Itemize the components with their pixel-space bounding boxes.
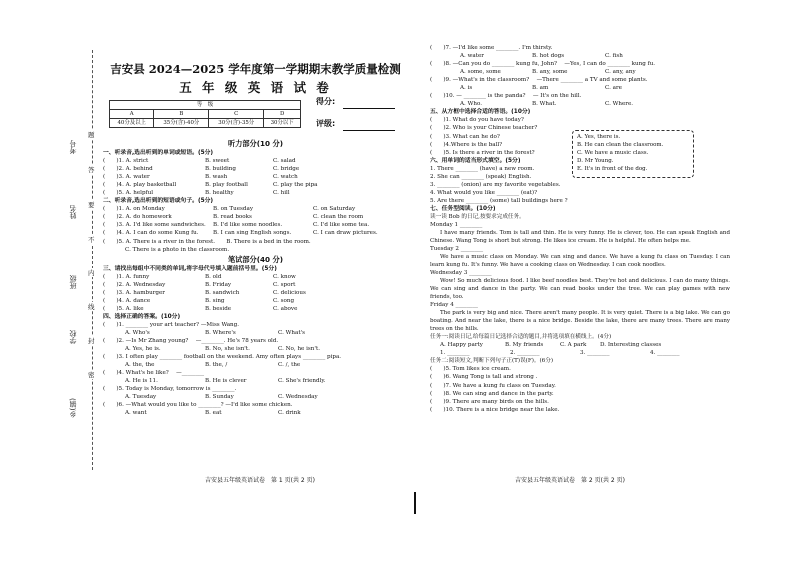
question-text: 4. What would you like ________ (eat)? (430, 189, 538, 196)
question-text: ( )1. ________ your art teacher? —Miss Wang. (103, 321, 240, 328)
answer-option: E. It's in front of the dog. (577, 166, 648, 172)
question-option: C. I can draw pictures. (313, 230, 378, 237)
question-text: ( )1. What do you have today? (430, 117, 524, 124)
seal-mark: 线 (88, 303, 95, 311)
question-option: C. There is a photo in the classroom. (125, 246, 230, 253)
question-option: A. Who. (460, 101, 482, 108)
question-option: A. is (460, 85, 473, 92)
task-option: A. Happy party (440, 342, 483, 349)
question-row (103, 238, 408, 246)
task-text: 任务一:阅读日记,给每篇日记选择合适的题目,并将选项填在横线上。(4分) (430, 334, 612, 341)
question-option: A. Yes, he is. (125, 346, 161, 353)
question-text: ( )1. A. strict (103, 158, 149, 165)
rating-field[interactable] (343, 130, 395, 131)
question-option: B. What. (532, 101, 557, 108)
question-row (103, 401, 408, 409)
question-row (103, 221, 408, 229)
question-text: ( )4. What's he like? —________ (103, 370, 205, 377)
question-row (430, 44, 730, 52)
question-option: C. sport (273, 281, 296, 288)
question-text: ( )2. A. Wednesday (103, 281, 166, 288)
question-row (430, 173, 730, 181)
question-option: C. play the pipa (273, 182, 318, 189)
question-row (103, 345, 408, 353)
class-label: 班级 (69, 275, 77, 289)
answer-blank[interactable]: 3. ________ (580, 350, 610, 357)
question-row (430, 189, 730, 197)
question-option: B. sing (205, 297, 225, 304)
question-option: B. eat (205, 410, 222, 417)
school-label: 学校 (69, 330, 77, 344)
question-text: ( )7. —I'd like some ________. I'm thirsty. (430, 45, 553, 51)
page-divider (414, 492, 416, 514)
question-option: B. Sunday (205, 394, 234, 401)
grade-range: 40分及以上 (110, 119, 154, 128)
grade-range: 35分(含)-40分 (154, 119, 209, 128)
question-text: 2. She can ________ (speak) English. (430, 173, 532, 180)
diary-heading (430, 269, 730, 277)
answer-blank[interactable]: 1. ________ (440, 350, 470, 357)
question-row (103, 246, 408, 254)
question-text: ( )2. —Is Mr Zhang young? —________. He's 78 years old. (103, 338, 279, 345)
question-option: C. What's (278, 329, 305, 336)
question-row (103, 165, 408, 173)
question-text: ( )9. —What's in the classroom? —There ________ a TV and some plants. (430, 77, 648, 84)
answer-option: C. We have a music class. (577, 150, 649, 156)
question-row (103, 289, 408, 297)
exam-subtitle: 五 年 级 英 语 试 卷 (179, 80, 332, 95)
question-row (103, 157, 408, 165)
question-option: C. fish (605, 53, 623, 60)
question-row (430, 197, 730, 205)
question-option: C. drink (278, 410, 301, 417)
question-option: A. some, some (460, 69, 501, 76)
exam-number-label: 考号 (69, 140, 77, 154)
score-field[interactable] (343, 108, 395, 109)
grade-table (109, 100, 301, 128)
question-option: C. watch (273, 174, 298, 181)
question-row (103, 189, 408, 197)
question-text: ( )8. We can sing and dance in the party. (430, 390, 554, 397)
seal-mark: 内 (88, 269, 95, 277)
section-1-title: 一、听录音,选出听到的单词或短语。(5分) (103, 150, 214, 156)
diary-heading (430, 301, 730, 309)
answer-blank[interactable]: 2. ________ (510, 350, 540, 357)
diary-day: Friday 4 ________ (430, 302, 478, 309)
question-option: C. are (605, 85, 622, 92)
question-text: ( )3. What can he do? (430, 133, 500, 140)
question-row (430, 116, 730, 124)
question-option: B. beside (205, 305, 232, 312)
question-option: C. Where. (605, 101, 634, 108)
question-option: C. Wednesday (278, 394, 318, 401)
seal-mark: 封 (88, 337, 95, 345)
score-label: 得分: (316, 97, 336, 106)
diary-paragraph: I have many friends. Tom is tall and thin. He is very funny. He is clever, too. He can speak English and Chinese. Wang Tong is short but strong. He likes ice cream. He is helpful. He often helps me. (430, 230, 730, 245)
question-row (430, 52, 730, 60)
question-text: ( )5. A. There is a river in the forest. B. There is a bed in the room. (103, 238, 311, 245)
question-row (430, 181, 730, 189)
question-option: B. on Tuesday (213, 206, 254, 213)
question-text: ( )5. Is there a river in the forest? (430, 149, 535, 156)
question-row (103, 385, 408, 393)
question-text: ( )3. A. I'd like some sandwiches. (103, 222, 206, 229)
page-1-footer: 吉安县五年级英语试卷 第 1 页(共 2 页) (205, 477, 315, 484)
grade-col: A (110, 110, 154, 119)
question-row (103, 297, 408, 305)
question-row (430, 100, 730, 108)
question-option: B. play football (205, 182, 248, 189)
question-text: ( )5. Today is Monday, tomorrow is ________. (103, 386, 237, 393)
written-title: 笔试部分(40 分) (227, 254, 283, 264)
question-text: ( )5. Tom likes ice cream. (430, 366, 511, 373)
question-text: 1. There ________ (have) a new room. (430, 165, 535, 172)
question-text: ( )3. I often play ________ football on the weekend. Amy often plays ________ pipa. (103, 354, 342, 361)
question-row (103, 281, 408, 289)
question-text: ( )7. We have a kung fu class on Tuesday. (430, 382, 556, 389)
section-5-title: 五、从方框中选择合适的答语。(10分) (430, 109, 531, 116)
question-row (103, 361, 408, 369)
question-option: B. I'd like some noodles. (213, 222, 283, 229)
question-option: B. wash (205, 174, 228, 181)
question-row (430, 76, 730, 84)
diary-day: Tuesday 2 ________ (430, 246, 484, 253)
question-text: 3. ________ (onion) are my favorite vegetables. (430, 181, 561, 188)
question-text: ( )9. There are many birds on the hills. (430, 398, 549, 405)
diary-day: Monday 1 ________ (430, 222, 483, 229)
question-text: ( )6. Wang Tong is tall and strong . (430, 374, 538, 381)
question-option: B. hot dogs (532, 53, 565, 60)
question-option: A. the, the (125, 362, 155, 369)
question-row (103, 369, 408, 377)
question-option: C. song (273, 297, 295, 304)
task-1-title (430, 333, 730, 341)
grade-area (103, 97, 408, 138)
binding-dashed-line (92, 50, 93, 470)
question-text: ( )2. A. do homework (103, 214, 172, 221)
question-option: C. bridge (273, 166, 300, 173)
question-text: ( )3. A. hamburger (103, 289, 165, 296)
question-option: B. am (532, 85, 549, 92)
question-option: B. I can sing English songs. (213, 230, 292, 237)
binding-margin (0, 0, 100, 562)
question-row (103, 393, 408, 401)
question-option: B. healthy (205, 190, 234, 197)
question-text: ( )2. Who is your Chinese teacher? (430, 125, 538, 132)
seal-mark: 要 (88, 201, 95, 209)
question-option: C. clean the room (313, 214, 364, 221)
answer-blank[interactable]: 4. ________ (650, 350, 680, 357)
diary-paragraph: Wow! So much delicious food. I like beef noodles best. They're hot and delicious. I can do many things. We can sing and dance in the party. We can read books under the tree. We can play games with new friends, too. (430, 278, 730, 301)
page-1 (103, 40, 408, 418)
task-option: C. A park (560, 342, 587, 349)
section-2-title: 二、听录音,选出听到的短语或句子。(5分) (103, 198, 214, 205)
question-option: B. sweet (205, 158, 230, 165)
question-row (430, 165, 730, 173)
question-option: C. /, the (278, 362, 301, 369)
answer-option: D. Mr Young. (577, 158, 614, 164)
question-row (430, 60, 730, 68)
grade-range: 30分(含)-35分 (209, 119, 264, 128)
question-row (103, 337, 408, 345)
question-row (103, 173, 408, 181)
question-text: ( )4. A. play basketball (103, 182, 177, 189)
question-option: A. He is 11. (125, 378, 158, 385)
grade-col: D (264, 110, 301, 119)
question-text: ( )4.Where is the ball? (430, 141, 503, 148)
question-option: A. want (125, 410, 147, 417)
question-text: ( )4. A. I can do some Kung fu. (103, 230, 199, 237)
question-text: ( )5. A. like (103, 305, 144, 312)
question-option: B. sandwich (205, 289, 240, 296)
page-2-footer: 吉安县五年级英语试卷 第 2 页(共 2 页) (515, 477, 625, 484)
question-text: 5. Are there ________ (some) tall buildings here ? (430, 197, 568, 204)
question-option: A. water (460, 53, 484, 60)
reading-intro (430, 213, 730, 221)
diary-paragraph: We have a music class on Monday. We can sing and dance. We have a kung fu class on Tuesday. I can learn kung fu. It's funny. We have a cooking class on Wednesday. I can cook noodles. (430, 254, 730, 269)
town-label: 乡(镇) (69, 398, 77, 418)
seal-mark: 密 (88, 371, 95, 379)
question-option: C. any, any (605, 69, 636, 76)
question-row (430, 398, 730, 406)
question-option: C. delicious (273, 289, 306, 296)
question-option: A. Tuesday (125, 394, 157, 401)
grade-col: C (209, 110, 264, 119)
diary-heading (430, 221, 730, 229)
question-row (103, 305, 408, 313)
task-text: 任务二:阅读短文,判断下列句子正(T)误(F)。(6分) (430, 358, 554, 365)
question-row (430, 406, 730, 414)
question-row (103, 321, 408, 329)
section-7-title: 七、任务型阅读。(10分) (430, 205, 496, 212)
question-option: C. No, he isn't. (278, 346, 320, 353)
question-text: ( )1. A. funny (103, 273, 150, 280)
task-2-title (430, 357, 730, 365)
question-row (103, 329, 408, 337)
question-option: B. any, some (532, 69, 568, 76)
diary-heading (430, 245, 730, 253)
question-text: ( )2. A. behind (103, 166, 153, 173)
question-option: B. Friday (205, 281, 232, 288)
question-text: ( )1. A. on Monday (103, 206, 165, 213)
question-text: ( )4. A. dance (103, 297, 151, 304)
question-option: C. on Saturday (313, 206, 356, 213)
diary-day: Wednesday 3 ________ (430, 270, 492, 277)
name-label: 姓名 (69, 205, 77, 219)
question-text: ( )3. A. water (103, 174, 150, 181)
question-option: C. salad (273, 158, 296, 165)
question-row (103, 229, 408, 237)
question-row (430, 92, 730, 100)
question-option: B. No, she isn't. (205, 346, 250, 353)
diary-paragraph: The park is very big and nice. There aren't many people. It is very quiet. There is a big lake. We can go boating. And near the lake, there is a nice bridge. Beside the lake, there are many trees. There are many trees on the hills. (430, 310, 730, 333)
page-2 (430, 44, 730, 414)
seal-mark: 答 (88, 166, 95, 174)
question-row (103, 181, 408, 189)
rating-label: 评级: (316, 119, 336, 128)
question-text: ( )10. There is a nice bridge near the lake. (430, 406, 560, 413)
question-option: C. know (273, 273, 296, 280)
question-option: B. Where's (205, 329, 236, 336)
exam-title: 吉安县 2024—2025 学年度第一学期期末教学质量检测 (110, 62, 401, 76)
answer-option: A. Yes, there is. (577, 134, 621, 140)
section-4-title: 四、选择正确的答案。(10分) (103, 313, 181, 320)
answer-option: B. He can clean the classroom. (577, 142, 664, 148)
seal-mark: 题 (88, 131, 95, 139)
question-text: ( )5. A. helpful (103, 190, 154, 197)
question-text: ( )8. —Can you do ________ kung fu, John? —Yes, I can do ________ kung fu. (430, 61, 656, 68)
task-1-blanks (430, 349, 730, 357)
question-option: A. Who's (125, 329, 150, 336)
question-row (103, 377, 408, 385)
question-row (103, 213, 408, 221)
question-option: C. hill (273, 190, 290, 197)
question-option: B. read books (213, 214, 252, 221)
question-row (103, 409, 408, 417)
grade-heading: 等 级 (110, 101, 301, 110)
question-row (430, 365, 730, 373)
question-row (430, 373, 730, 381)
question-option: C. above (273, 305, 298, 312)
grade-col: B (154, 110, 209, 119)
question-row (430, 382, 730, 390)
question-option: C. I'd like some tea. (313, 222, 370, 229)
intro-text: 读一读 Bob 的日记,按要求完成任务。 (430, 213, 525, 220)
question-text: ( )6. —What would you like to ________? —I'd like some chicken. (103, 402, 293, 409)
question-option: B. old (205, 273, 222, 280)
question-option: C. She's friendly. (278, 378, 326, 385)
listening-title: 听力部分(10 分) (227, 139, 283, 148)
task-1-options (430, 341, 730, 349)
question-row (430, 390, 730, 398)
question-text: ( )10. — ________ is the panda? — It's on the hill. (430, 93, 582, 100)
question-option: B. building (205, 166, 236, 173)
seal-mark: 不 (88, 236, 95, 244)
grade-range: 30分以下 (264, 119, 301, 128)
question-option: B. He is clever (205, 378, 247, 385)
section-6-title: 六、用单词的适当形式填空。(5分) (430, 157, 521, 164)
question-row (430, 68, 730, 76)
question-row (103, 353, 408, 361)
question-row (430, 84, 730, 92)
question-row (103, 205, 408, 213)
task-option: B. My friends (505, 342, 544, 349)
question-row (103, 273, 408, 281)
section-3-title: 三、请找出每组中不同类的单词,将字母代号填入题前括号里。(5分) (103, 265, 277, 272)
question-option: B. the, / (205, 362, 228, 369)
task-option: D. Interesting classes (600, 342, 662, 349)
